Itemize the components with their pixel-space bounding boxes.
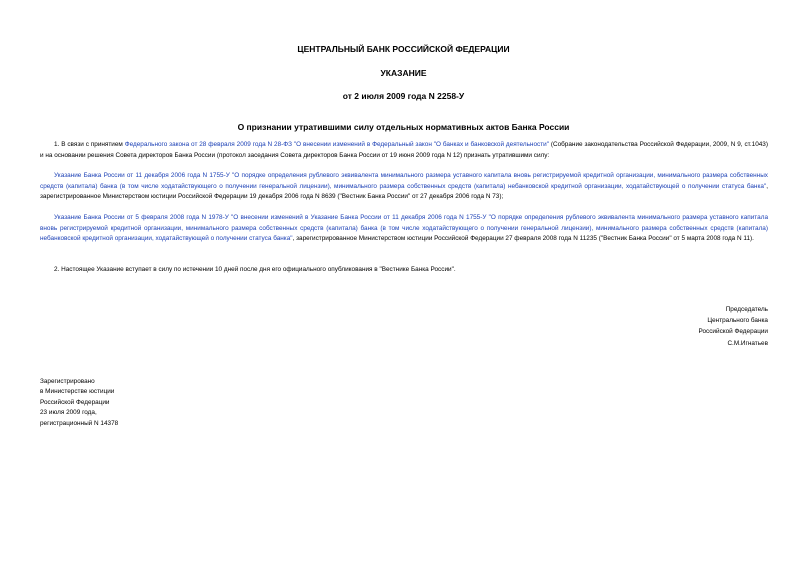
- paragraph-1: [40, 140, 768, 161]
- paragraph-4-text: 2. Настоящее Указание вступает в силу по истечении 10 дней после дня его официального опубликования в "Вестнике Банка России".: [54, 266, 456, 273]
- federal-law-link[interactable]: Федерального закона от 28 февраля 2009 года N 28-ФЗ "О внесении изменений в Федеральный закон "О банках и банковской деятельности": [124, 141, 549, 148]
- directive-1755-link[interactable]: Указание Банка России от 11 декабря 2006 года N 1755-У "О порядке определения рублевого эквивалента минимального размера уставного капитала вновь регистрируемой кредитной организации, минимального размера собственных средств (капитала) банка (в том числе ходатайствующего о получении генеральной лицензии), минимального размера собственных средств (капитала) небанковской кредитной организации, ходатайствующей о получении статуса банка": [40, 172, 768, 190]
- paragraph-3-text: , зарегистрированное Министерством юстиции Российской Федерации 27 февраля 2008 года N 11235 ("Вестник Банка России" от 5 марта 2008 года N 11).: [292, 235, 754, 242]
- signature-org-line-2: Российской Федерации: [698, 328, 768, 336]
- signature-position: Председатель: [725, 306, 768, 313]
- registration-line-3: Российской Федерации: [40, 398, 110, 406]
- signature-org-line-1: Центрального банка: [707, 317, 768, 325]
- registration-line-1: Зарегистрировано: [40, 378, 95, 385]
- paragraph-1-text-a: 1. В связи с принятием: [54, 141, 125, 148]
- paragraph-2: [40, 171, 768, 203]
- directive-1978-link[interactable]: Указание Банка России от 5 февраля 2008 года N 1978-У "О внесении изменений в Указание Банка России от 11 декабря 2006 года N 1755-У "О порядке определения рублевого эквивалента минимального размера уставного капитала вновь регистрируемой кредитной организации, минимального размера собственных средств (капитала) банка (в том числе ходатайствующего о получении генеральной лицензии), минимального размера собственных средств (капитала) небанковской кредитной организации, ходатайствующей о получении статуса банка": [40, 214, 768, 242]
- document-title: О признании утратившими силу отдельных нормативных актов Банка России: [237, 122, 570, 132]
- registration-line-2: в Министерстве юстиции: [40, 388, 115, 396]
- document-date-heading: от 2 июля 2009 года N 2258-У: [342, 91, 465, 101]
- document-type-heading: УКАЗАНИЕ: [380, 68, 427, 78]
- paragraph-1-text-b: (Собрание законодательства Российской Федерации, 2009, N 9, ст.1043) и на основании решения Совета директоров Банка России (протокол заседания Совета директоров Банка России от 19 июня 2009 года N 12) признать утратившими силу:: [40, 141, 768, 159]
- paragraph-3: [40, 213, 768, 245]
- issuer-heading: ЦЕНТРАЛЬНЫЙ БАНК РОССИЙСКОЙ ФЕДЕРАЦИИ: [297, 44, 510, 54]
- signature-block: [699, 304, 769, 349]
- registration-date: 23 июля 2009 года,: [40, 409, 97, 417]
- signature-name: С.М.Игнатьев: [727, 339, 768, 347]
- paragraph-2-text: , зарегистрированное Министерством юстиции Российской Федерации 19 декабря 2006 года N 8639 ("Вестник Банка России" от 27 декабря 2006 года N 73);: [40, 182, 768, 200]
- registration-block: [40, 377, 118, 429]
- registration-number: регистрационный N 14378: [40, 419, 119, 427]
- paragraph-4: [40, 265, 768, 276]
